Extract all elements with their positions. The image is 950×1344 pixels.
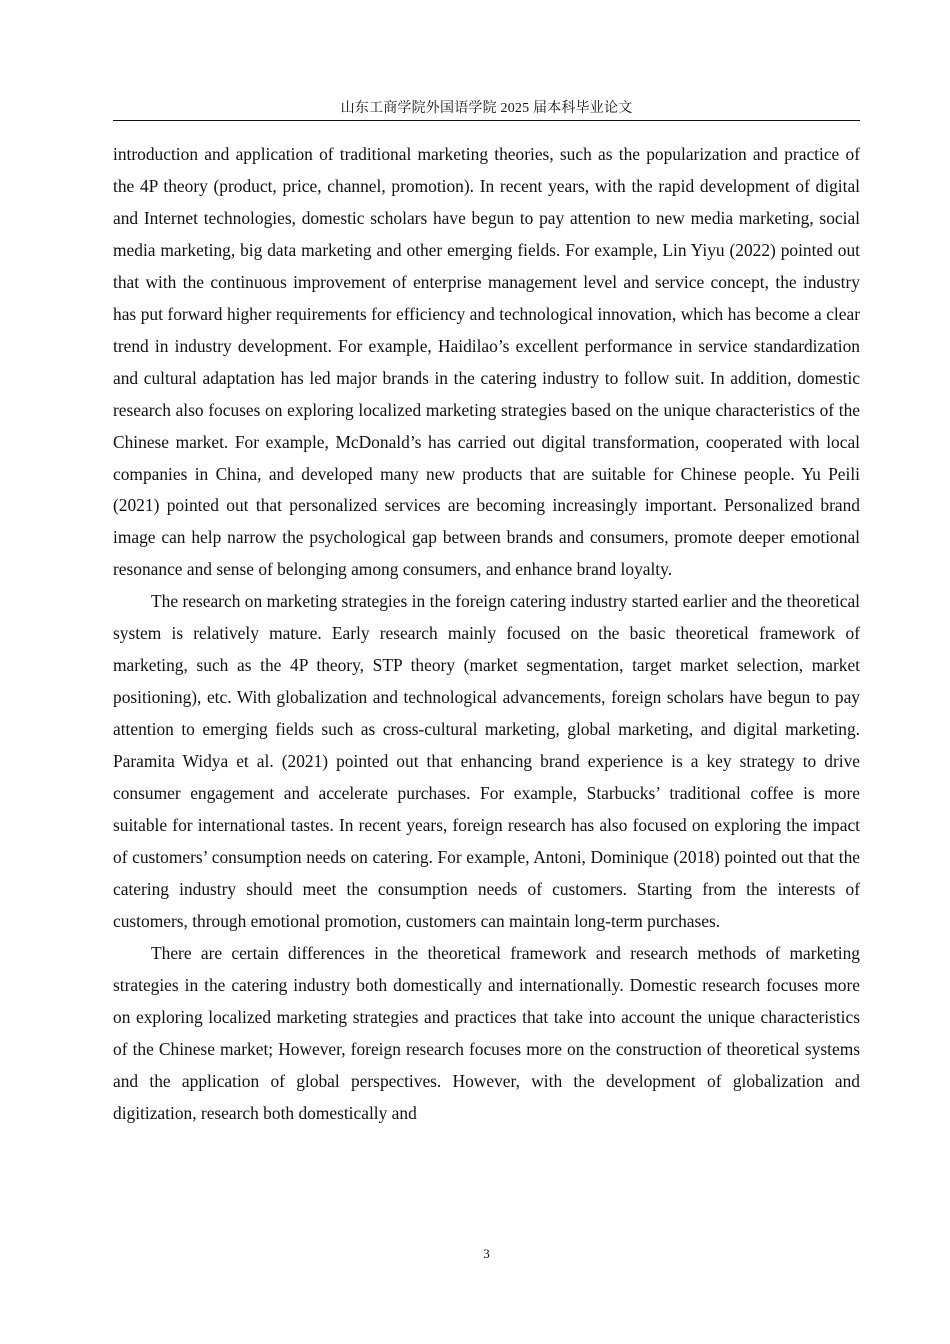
paragraph-foreign-research: The research on marketing strategies in the foreign catering industry started earlier and the theoretical system is relatively mature. Early research mainly focused on the basic theoretical framework of marketing, such as the 4P theory, STP theory (market segmentation, target market selection, market positioning), etc. With globalization and technological advancements, foreign scholars have begun to pay attention to emerging fields such as cross-cultural marketing, global marketing, and digital marketing. Paramita Widya et al. (2021) pointed out that enhancing brand experience is a key strategy to drive consumer engagement and accelerate purchases. For example, Starbucks’ traditional coffee is more suitable for international tastes. In recent years, foreign research has also focused on exploring the impact of customers’ consumption needs on catering. For example, Antoni, Dominique (2018) pointed out that the catering industry should meet the consumption needs of customers. Starting from the interests of customers, through emotional promotion, customers can maintain long-term purchases. [113,591,860,931]
body-text [113,139,860,1130]
paragraph-comparison: There are certain differences in the theoretical framework and research methods of marketing strategies in the catering industry both domestically and internationally. Domestic research focuses more on exploring localized marketing strategies and practices that take into account the unique characteristics of the Chinese market; However, foreign research focuses more on the construction of theoretical systems and the application of global perspectives. However, with the development of globalization and digitization, research both domestically and [113,942,860,1123]
paragraph-continued: introduction and application of traditional marketing theories, such as the popularization and practice of the 4P theory (product, price, channel, promotion). In recent years, with the rapid development of digital and Internet technologies, domestic scholars have begun to pay attention to new media marketing, social media marketing, big data marketing and other emerging fields. For example, Lin Yiyu (2022) pointed out that with the continuous improvement of enterprise management level and service concept, the industry has put forward higher requirements for efficiency and technological innovation, which has become a clear trend in industry development. For example, Haidilao’s excellent performance in service standardization and cultural adaptation has led major brands in the catering industry to follow suit. In addition, domestic research also focuses on exploring localized marketing strategies based on the unique characteristics of the Chinese market. For example, McDonald’s has carried out digital transformation, cooperated with local companies in China, and developed many new products that are suitable for Chinese people. Yu Peili (2021) pointed out that personalized services are becoming increasingly important. Personalized brand image can help narrow the psychological gap between brands and consumers, promote deeper emotional resonance and sense of belonging among consumers, and enhance brand loyalty. [113,144,860,580]
header-rule [113,120,860,121]
running-header: 山东工商学院外国语学院 2025 届本科毕业论文 [340,101,633,116]
page-number: 3 [483,1246,490,1261]
